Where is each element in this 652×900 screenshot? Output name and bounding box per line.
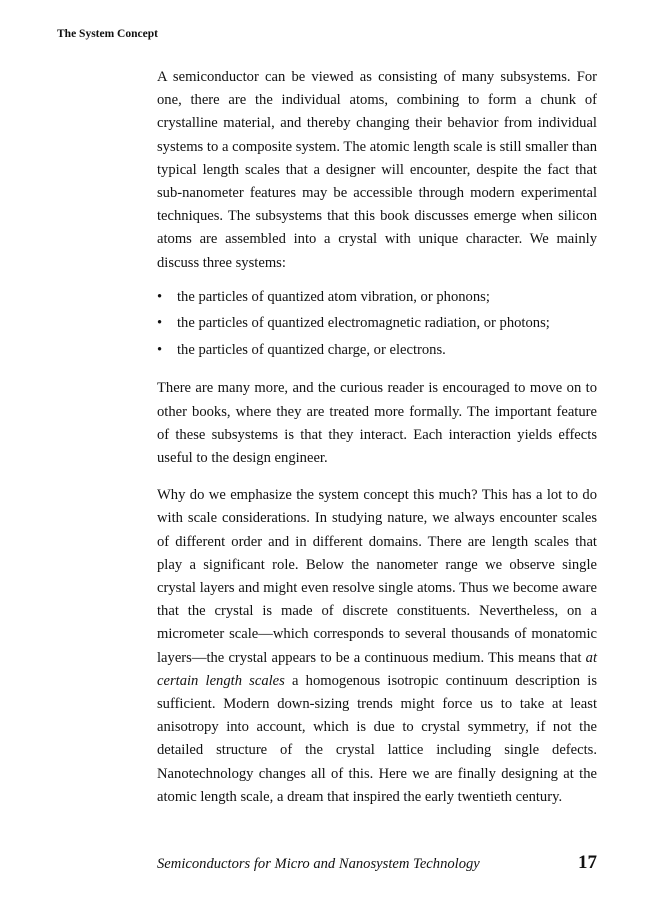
paragraph-2: There are many more, and the curious reader is encouraged to move on to other books, where they are treated more formally. The important feature of these subsystems is that they interact. Each interaction yields effects useful to the design engineer. (157, 380, 597, 466)
bullet-icon: • (157, 341, 163, 358)
bullet-icon: • (157, 315, 163, 332)
paragraph-3 (157, 484, 597, 809)
paragraph-3-part-1: Why do we emphasize the system concept this much? This has a lot to do with scale considerations. In studying nature, we always encounter scales of different order and in different domains. There are length scales that play a significant role. Below the nanometer range we observe single crystal layers and might even resolve single atoms. Thus we become aware that the crystal is made of discrete constituents. Nevertheless, on a micrometer scale—which corresponds to several thousands of monatomic layers—the crystal appears to be a continuous medium. This means that (157, 487, 597, 666)
bullet-list (157, 284, 597, 364)
list-item-text: the particles of quantized atom vibration, or phonons; (177, 288, 490, 305)
emphasis-text: at certain length scales (157, 649, 597, 689)
page-number: 17 (578, 852, 597, 873)
list-item (157, 310, 597, 337)
paragraph-3-part-2: a homogenous isotropic continuum description is sufficient. Modern down-sizing trends might force us to take at least anisotropy into account, which is due to crystal symmetry, if not the detailed structure of the crystal lattice including single defects. Nanotechnology changes all of this. Here we are finally designing at the atomic length scale, a dream that inspired the early twentieth century. (157, 672, 597, 805)
book-title: Semiconductors for Micro and Nanosystem Technology (157, 856, 480, 872)
list-item (157, 337, 597, 364)
main-text (157, 66, 597, 809)
paragraph-gap (157, 470, 597, 484)
list-item-text: the particles of quantized electromagnetic radiation, or photons; (177, 315, 550, 332)
list-item (157, 284, 597, 311)
bullet-icon: • (157, 288, 163, 305)
list-item-text: the particles of quantized charge, or electrons. (177, 341, 446, 358)
paragraph-1: A semiconductor can be viewed as consisting of many subsystems. For one, there are the individual atoms, combining to form a chunk of crystalline material, and thereby changing their behavior from individual systems to a composite system. The atomic length scale is still smaller than typical length scales that a designer will encounter, despite the fact that sub-nanometer features may be accessible through modern experimental techniques. The subsystems that this book discusses emerge when silicon atoms are assembled into a crystal with unique character. We mainly discuss three systems: (157, 69, 597, 271)
page-footer (157, 852, 597, 878)
running-head: The System Concept (57, 28, 158, 40)
